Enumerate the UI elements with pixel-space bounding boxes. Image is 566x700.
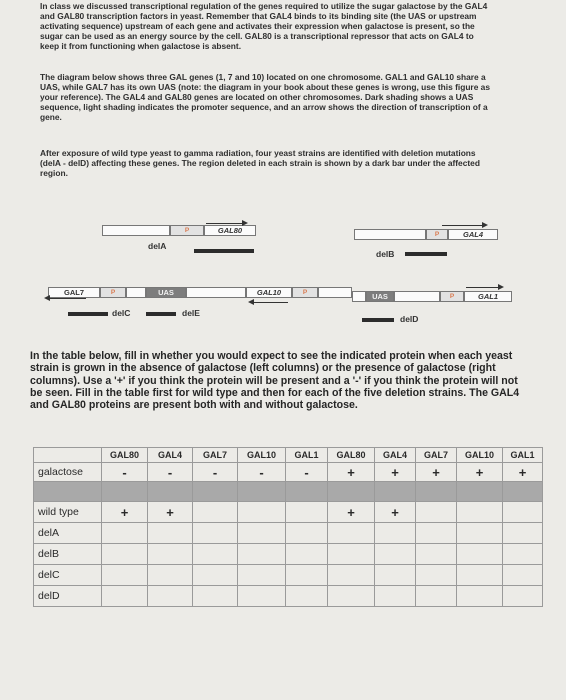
gal4-flank-box [354,229,426,240]
gal1-gene: GAL1 [464,291,512,302]
header-cell: GAL7 [193,448,238,463]
chromosome-segment [352,291,366,302]
chromosome-segment [318,287,352,298]
answer-cell[interactable] [457,502,503,523]
gal4-transcription-arrow [442,225,486,226]
header-cell: GAL80 [102,448,148,463]
gal7-uas: UAS [146,287,186,298]
answer-cell[interactable] [416,565,457,586]
gal80-gene: GAL80 [204,225,256,236]
answer-cell[interactable] [193,586,238,607]
intro-paragraph: In class we discussed transcriptional regulation of the genes required to utilize the sugar galactose by the GAL4 and GAL80 transcription factors in yeast. Remember that GAL4 binds to its binding site (the UAS or upstream activating sequence) upstream of each gene and activates their expression when galactose is present, so the sugar can be used as an energy source by the cell. GAL80 is a transcriptional repressor that acts on GAL4 to keep it from functioning when galactose is absent. [40,1,488,51]
answer-cell[interactable] [416,523,457,544]
deld-label: delD [400,314,419,324]
answer-cell[interactable]: + [102,502,148,523]
answer-cell[interactable] [416,502,457,523]
row-label: delB [34,544,102,565]
table-header-row [34,448,543,463]
row-label: wild type [34,502,102,523]
galactose-cell: + [328,463,375,482]
table-row [34,586,543,607]
answer-cell[interactable] [503,523,543,544]
answer-cell[interactable] [457,565,503,586]
dela-bar [194,249,254,253]
header-cell: GAL4 [375,448,416,463]
row-label: galactose [34,463,102,482]
delb-label: delB [376,249,395,259]
galactose-cell: - [286,463,328,482]
answer-cell[interactable] [328,544,375,565]
gal1-spacer [394,291,440,302]
galactose-cell: - [193,463,238,482]
answer-cell[interactable] [503,586,543,607]
gal10-flank-box [186,287,246,298]
answer-cell[interactable] [503,565,543,586]
header-cell: GAL10 [457,448,503,463]
gal10-promoter: P [292,287,318,298]
answer-cell[interactable] [193,523,238,544]
answer-cell[interactable] [503,544,543,565]
header-cell: GAL1 [286,448,328,463]
header-cell: GAL10 [238,448,286,463]
answer-cell[interactable] [328,523,375,544]
answer-cell[interactable] [286,544,328,565]
radiation-paragraph: After exposure of wild type yeast to gamma radiation, four yeast strains are identified with deletion mutations (delA - delD) affecting these genes. The region deleted in each strain is shown by a dark bar under the affected region. [40,148,480,178]
galactose-cell: + [503,463,543,482]
galactose-cell: - [102,463,148,482]
answer-cell[interactable] [148,565,193,586]
answer-cell[interactable] [375,565,416,586]
diagram-description: The diagram below shows three GAL genes (1, 7 and 10) located on one chromosome. GAL1 and GAL10 share a UAS, while GAL7 has its own UAS (note: the diagram in your book about these genes is wrong, use this figure as your reference). The GAL4 and GAL80 genes are located on other chromosomes. Dark shading shows a UAS sequence, light shading indicates the promoter sequence, and an arrow shows the direction of transcription of a gene. [40,72,490,122]
answer-cell[interactable] [193,502,238,523]
answer-cell[interactable] [328,565,375,586]
answer-cell[interactable] [102,565,148,586]
galactose-row [34,463,543,482]
answer-cell[interactable] [457,523,503,544]
delb-bar [405,252,447,256]
answer-cell[interactable] [193,544,238,565]
answer-cell[interactable] [102,544,148,565]
answer-cell[interactable] [193,565,238,586]
answer-cell[interactable] [102,586,148,607]
answer-cell[interactable] [148,586,193,607]
table-row [34,502,543,523]
answer-cell[interactable]: + [328,502,375,523]
answer-cell[interactable] [238,544,286,565]
table-row [34,544,543,565]
answer-cell[interactable] [416,544,457,565]
gal1-transcription-arrow [466,287,502,288]
answer-cell[interactable] [375,586,416,607]
answer-cell[interactable] [416,586,457,607]
header-cell: GAL4 [148,448,193,463]
galactose-cell: - [148,463,193,482]
answer-cell[interactable] [286,502,328,523]
galactose-cell: + [416,463,457,482]
answer-cell[interactable]: + [148,502,193,523]
delc-label: delC [112,308,131,318]
dela-label: delA [148,241,167,251]
row-label: delA [34,523,102,544]
answer-cell[interactable] [238,586,286,607]
answer-cell[interactable] [238,565,286,586]
gal7-transcription-arrow [46,298,86,299]
galactose-cell: - [238,463,286,482]
delc-bar [68,312,108,316]
answer-cell[interactable] [286,523,328,544]
header-cell: GAL1 [503,448,543,463]
galactose-cell: + [457,463,503,482]
answer-cell[interactable] [375,544,416,565]
gal1-uas: UAS [366,291,394,302]
answer-cell[interactable] [286,586,328,607]
answer-cell[interactable] [238,523,286,544]
answer-cell[interactable] [503,502,543,523]
header-cell: GAL80 [328,448,375,463]
table-row [34,565,543,586]
gal80-transcription-arrow [206,223,246,224]
table-instructions: In the table below, fill in whether you would expect to see the indicated protein when each yeast strain is grown in the absence of galactose (left columns) or the presence of galactose (right columns). Use a '+' if you think the protein will be present and a '-' if you think the protein will not be seen. Fill in the table first for wild type and then for each of the five deletion strains. The GAL4 and GAL80 proteins are present both with and without galactose. [30,350,520,412]
results-table [33,447,543,607]
gal1-promoter: P [440,291,464,302]
answer-cell[interactable] [328,586,375,607]
answer-cell[interactable] [286,565,328,586]
dele-label: delE [182,308,200,318]
gal7-promoter: P [100,287,126,298]
gal4-promoter: P [426,229,448,240]
deld-bar [362,318,394,322]
row-label: delD [34,586,102,607]
gal10-transcription-arrow [250,302,288,303]
gal80-promoter: P [170,225,204,236]
answer-cell[interactable] [102,523,148,544]
answer-cell[interactable] [457,586,503,607]
gal7-gene: GAL7 [48,287,100,298]
answer-cell[interactable] [148,523,193,544]
shaded-divider-row [34,482,543,502]
answer-cell[interactable]: + [375,502,416,523]
dele-bar [146,312,176,316]
row-label: delC [34,565,102,586]
gal4-gene: GAL4 [448,229,498,240]
gal7-spacer [126,287,146,298]
answer-cell[interactable] [148,544,193,565]
header-cell [34,448,102,463]
header-cell: GAL7 [416,448,457,463]
gal80-flank-box [102,225,170,236]
answer-cell[interactable] [457,544,503,565]
answer-cell[interactable] [238,502,286,523]
answer-cell[interactable] [375,523,416,544]
galactose-cell: + [375,463,416,482]
table-row [34,523,543,544]
gal10-gene: GAL10 [246,287,292,298]
